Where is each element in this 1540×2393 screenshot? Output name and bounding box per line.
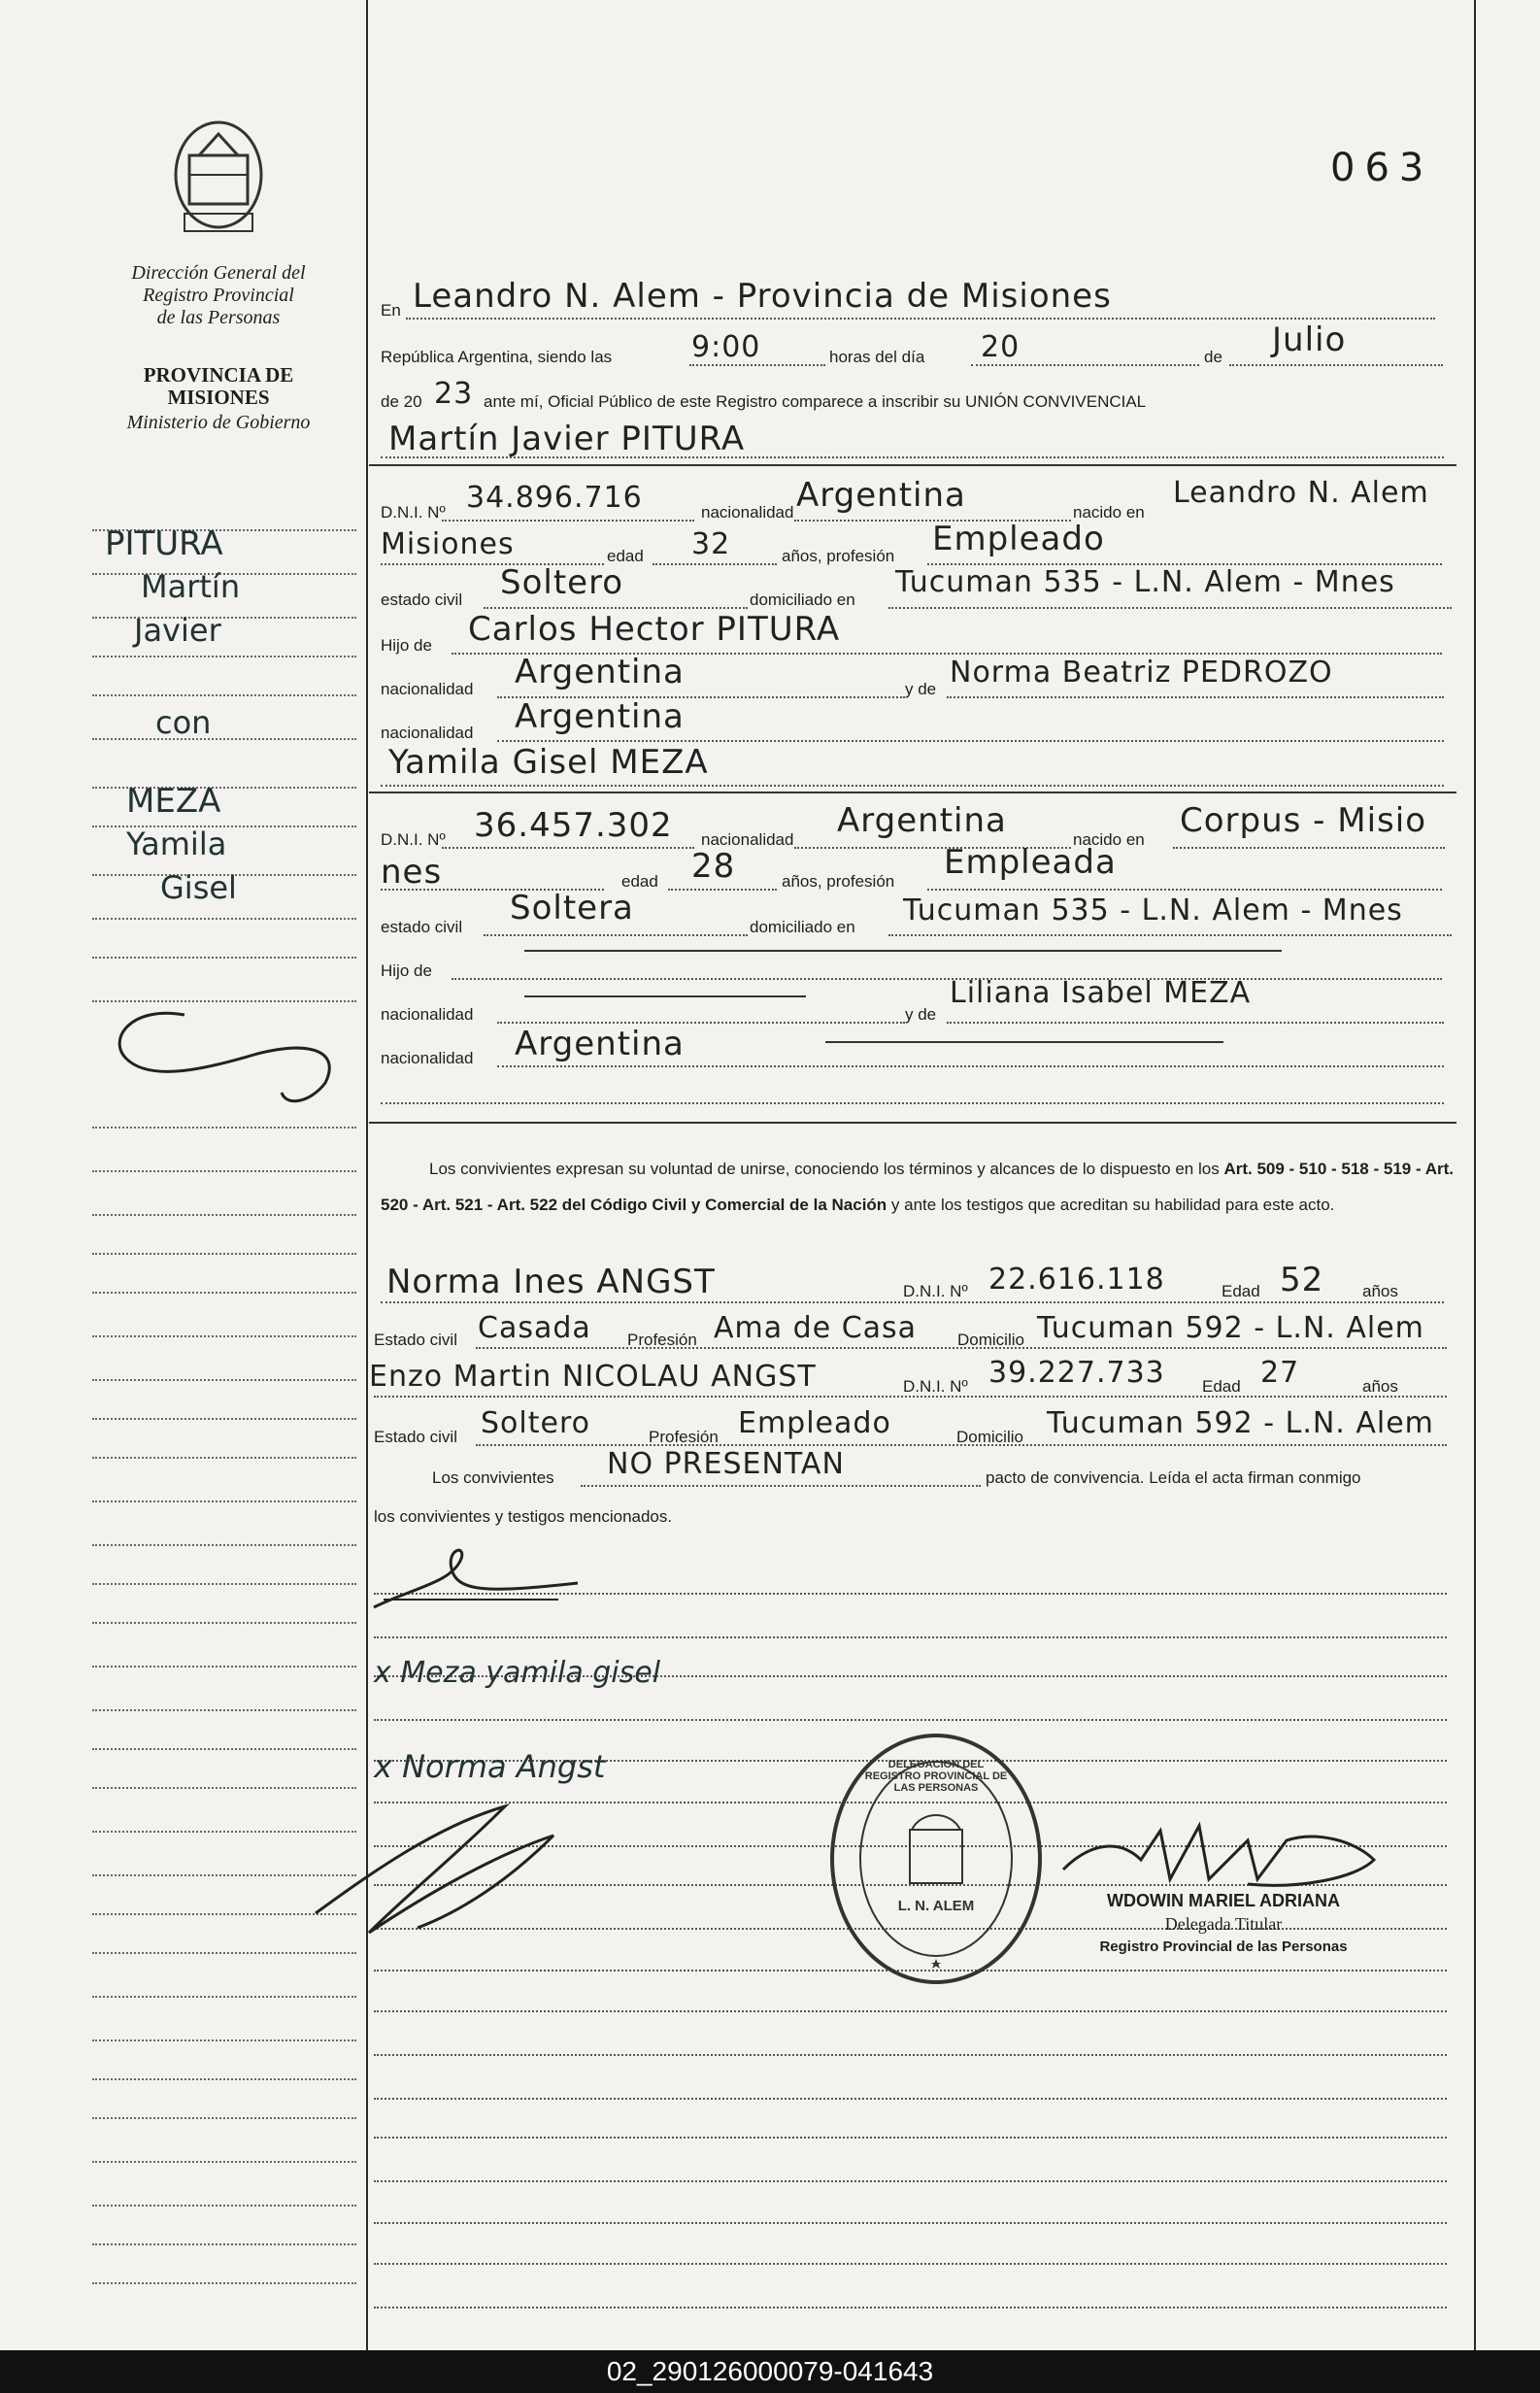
- provincial-emblem-icon: [160, 117, 277, 243]
- person2-dni: 36.457.302: [474, 806, 673, 845]
- person2-mother-nationality: Argentina: [515, 1025, 685, 1063]
- witness2-dni: 39.227.733: [988, 1356, 1165, 1390]
- person2-fullname: Yamila Gisel MEZA: [388, 743, 709, 782]
- person1-age: 32: [691, 527, 731, 561]
- person2-age: 28: [691, 847, 736, 886]
- year-suffix: 23: [434, 377, 474, 411]
- witness2-profession: Empleado: [738, 1406, 891, 1440]
- person1-father: Carlos Hector PITURA: [468, 610, 841, 649]
- pact-value: NO PRESENTAN: [607, 1447, 845, 1481]
- scan-id: 02_290126000079-041643: [606, 2356, 934, 2386]
- time-value: 9:00: [691, 330, 761, 364]
- margin-name-2b: Gisel: [160, 869, 237, 906]
- person1-nationality: Argentina: [796, 476, 966, 515]
- person2-civil-status: Soltera: [510, 889, 634, 927]
- person1-mother: Norma Beatriz PEDROZO: [950, 656, 1333, 690]
- margin-divider: [366, 0, 368, 2350]
- signature-1-icon: [364, 1539, 587, 1617]
- witness1-dni: 22.616.118: [988, 1263, 1165, 1297]
- margin-name-2a: Yamila: [126, 826, 227, 862]
- ministry-name: Ministerio de Gobierno: [126, 412, 311, 433]
- signature-3-text: x Norma Angst: [374, 1748, 606, 1785]
- margin-surname-2: MEZA: [126, 782, 221, 821]
- signature-2-text: x Meza yamila gisel: [374, 1656, 661, 1690]
- witness2-civil-status: Soltero: [481, 1406, 590, 1440]
- acta-page: Dirección General del Registro Provincial de las Personas PROVINCIA DE MISIONES Ministerio de Gobierno 063 PITURA Martín Javier con MEZA Yamila Gisel En Leandro N. Alem - Provincia de Misiones República Argentina, siendo las 9:00 horas del día 20 de Julio de 20 23 ante mí, Oficial Público de este Registro comparece a inscribir su UNIÓN CONVIVENCIAL Martín Javier PITURA D.N.I. Nº 34.896.716 nacionalidad Argentina nacido en Leandro N. Alem Misiones edad 32 años, profesión Empleado estado civil Soltero domiciliado en Tucuman 535 - L.N. Alem - Mnes Hijo de Carlos Hector PITURA nacionalidad Argentina y de Norma Beatriz PEDROZO nacionalidad Argentina Yamila Gisel MEZA D.N.I. Nº 36.457.302 nacionalidad Argentina nacido en Corpus - Misio nes edad 28 años, profesión Empleada estado civil Soltera domiciliado en Tucuman 535 - L.N. Alem - Mnes Hijo de nacionalidad y de Liliana Isabel MEZA nacionalidad Argentina Los convivientes expresan su voluntad de unirse, conociendo los términos y alcances de lo dispuesto en los Art. 509 - 510 - 518 - 519 - Art. 520 - Art. 521 - Art. 522 del Código Civil y Comercial de la Nación y ante los testigos que acreditan su habilidad para este acto. Norma Ines ANGST D.N.I. Nº 22.616.118 Edad 52 años Estado civil Casada Profesión Ama de Casa Domicilio Tucuman 592 - L.N. Alem Enzo Martin NICOLAU ANGST D.N.I. Nº 39.227.733 Edad 27 años Estado civil Soltero Profesión Empleado Domicilio Tucuman 592 - L.N. Alem Los convivientes NO PRESENTAN pacto de convivencia. Leída el acta firman conmigo los convivientes y testigos mencionados. x Meza yamila gisel x Norma Angst DELEGACION DEL REGISTRO PROVINCIAL DE LAS PERSONAS L. N. ALEM WDOWIN MARIEL ADRIANA Delegada Titular Registro Provincial de las Personas: [0, 0, 1540, 2350]
- person2-born-suffix: nes: [381, 853, 443, 892]
- province-name: PROVINCIA DE MISIONES: [143, 363, 294, 409]
- person1-fullname: Martín Javier PITURA: [388, 420, 746, 458]
- person2-profession: Empleada: [944, 843, 1117, 882]
- person1-born-province: Misiones: [381, 527, 515, 561]
- person1-mother-nationality: Argentina: [515, 697, 685, 736]
- person2-born-in: Corpus - Misio: [1180, 801, 1426, 840]
- place-value: Leandro N. Alem - Provincia de Misiones: [413, 277, 1112, 316]
- margin-surname-1: PITURA: [105, 524, 223, 563]
- seal-location: L. N. ALEM: [897, 1898, 975, 1914]
- witness1-civil-status: Casada: [478, 1311, 591, 1345]
- witness1-name: Norma Ines ANGST: [386, 1263, 716, 1301]
- person2-nationality: Argentina: [837, 801, 1007, 840]
- scan-id-bar: [0, 2350, 1540, 2393]
- margin-name-1a: Martín: [141, 568, 241, 605]
- acta-number: 063: [1330, 146, 1434, 190]
- margin-name-1b: Javier: [134, 612, 221, 649]
- declaration-paragraph: Los convivientes expresan su voluntad de unirse, conociendo los términos y alcances de lo dispuesto en los Art. 509 - 510 - 518 - 519 - Art. 520 - Art. 521 - Art. 522 del Código Civil y Comercial de la Nación y ante los testigos que acreditan su habilidad para este acto.: [381, 1160, 1455, 1214]
- witness1-address: Tucuman 592 - L.N. Alem: [1037, 1311, 1424, 1345]
- person1-dni: 34.896.716: [466, 481, 643, 515]
- person1-civil-status: Soltero: [500, 563, 624, 602]
- witness2-address: Tucuman 592 - L.N. Alem: [1047, 1406, 1434, 1440]
- witness1-age: 52: [1280, 1261, 1324, 1299]
- month-value: Julio: [1272, 320, 1347, 359]
- margin-connector: con: [155, 704, 212, 741]
- right-edge: [1474, 0, 1476, 2350]
- registry-seal: [830, 1734, 1042, 1984]
- day-value: 20: [981, 330, 1021, 364]
- person1-profession: Empleado: [932, 520, 1105, 558]
- person2-address: Tucuman 535 - L.N. Alem - Mnes: [903, 893, 1403, 927]
- witness2-age: 27: [1260, 1356, 1300, 1390]
- registry-name: Dirección General del Registro Provincial de las Personas: [131, 262, 306, 328]
- signature-4-icon: [311, 1787, 621, 1942]
- person1-father-nationality: Argentina: [515, 653, 685, 691]
- official-stamp: WDOWIN MARIEL ADRIANA Delegada Titular Registro Provincial de las Personas: [1099, 1891, 1348, 1955]
- witness2-name: Enzo Martin NICOLAU ANGST: [369, 1360, 817, 1394]
- person1-born-in: Leandro N. Alem: [1173, 476, 1429, 510]
- person1-address: Tucuman 535 - L.N. Alem - Mnes: [895, 565, 1395, 599]
- person2-mother: Liliana Isabel MEZA: [950, 976, 1252, 1010]
- margin-signature-icon: [92, 1000, 364, 1122]
- seal-text: DELEGACION DEL REGISTRO PROVINCIAL DE LAS PERSONAS: [864, 1759, 1008, 1794]
- witness1-profession: Ama de Casa: [714, 1311, 918, 1345]
